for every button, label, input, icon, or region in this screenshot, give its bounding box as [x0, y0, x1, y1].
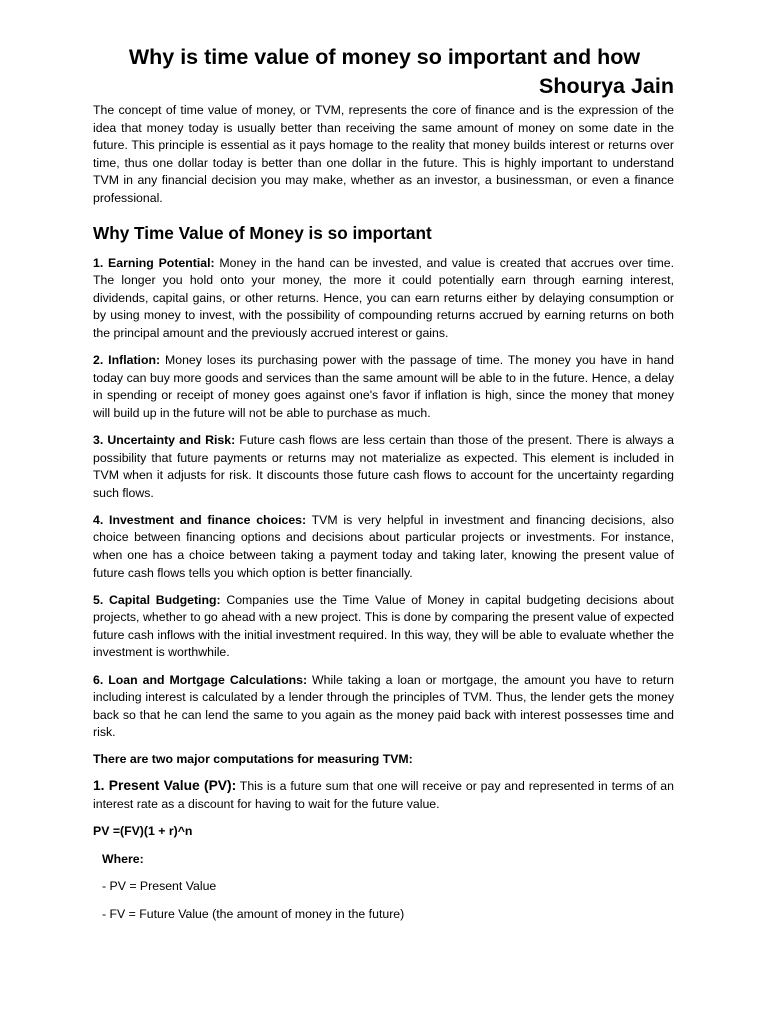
list-item — [93, 592, 674, 662]
section-heading: Why Time Value of Money is so important — [93, 222, 432, 243]
item-label: 5. Capital Budgeting: — [93, 592, 221, 607]
pv-label: 1. Present Value (PV): — [93, 778, 237, 793]
document-title — [93, 43, 674, 101]
definition-item: - PV = Present Value — [102, 879, 217, 894]
list-item — [93, 432, 674, 502]
definition-item: - FV = Future Value (the amount of money in the future) — [102, 906, 405, 921]
item-text: Money in the hand can be invested, and value is created that accrues over time. The longer you hold onto your money, the more it could potentially earn through earning interest, dividends, capital gains, or other returns. Hence, you can earn returns either by delaying consumption or by using money to invest, with the possibility of compounding returns accrued by earning returns on both the principal amount and the previously accrued interest or gains. — [93, 255, 674, 340]
computations-heading: There are two major computations for measuring TVM: — [93, 752, 413, 767]
item-label: 1. Earning Potential: — [93, 255, 215, 270]
list-item — [93, 512, 674, 582]
item-label: 2. Inflation: — [93, 353, 161, 368]
item-label: 4. Investment and finance choices: — [93, 512, 307, 527]
pv-text: This is a future sum that one will receive or pay and represented in terms of an interest rate as a discount for having to wait for the future value. — [93, 779, 674, 811]
list-item — [93, 352, 674, 422]
title-line-2-author: Shourya Jain — [538, 74, 674, 98]
item-label: 3. Uncertainty and Risk: — [93, 432, 236, 447]
item-text: While taking a loan or mortgage, the amount you have to return including interest is calculated by a lender through the principles of TVM. Thus, the lender gets the money back so that he can lend the same to you again as the money paid back with interest possesses time and risk. — [93, 672, 674, 740]
intro-paragraph: The concept of time value of money, or TVM, represents the core of finance and is the expression of the idea that money today is usually better than receiving the same amount of money on some date in the future. This principle is essential as it pays homage to the reality that money builds interest or returns over time, thus one dollar today is better than one dollar in the future. This is highly important to understand TVM in any financial decision you may make, whether as an investor, a businessman, or even a finance professional. — [93, 103, 674, 205]
list-item — [93, 255, 674, 343]
present-value-paragraph — [93, 777, 674, 813]
item-label: 6. Loan and Mortgage Calculations: — [93, 672, 308, 687]
item-text: Companies use the Time Value of Money in capital budgeting decisions about projects, whether to go ahead with a new project. This is done by comparing the present value of expected future cash inflows with the initial investment required. In this way, they will be able to evaluate whether the investment is worthwhile. — [93, 592, 674, 660]
title-line-1: Why is time value of money so important and how — [128, 45, 641, 69]
item-text: TVM is very helpful in investment and financing decisions, also choice between financing options and decisions about particular projects or investments. For instance, when one has a choice between taking a payment today and taking later, knowing the present value of future cash flows tells you which option is better financially. — [93, 512, 674, 580]
where-label: Where: — [102, 851, 144, 866]
item-text: Future cash flows are less certain than those of the present. There is always a possibility that future payments or returns may not materialize as expected. This element is included in TVM when it adjusts for risk. It discounts those future cash flows to account for the uncertainty regarding such flows. — [93, 432, 674, 500]
document-page — [93, 43, 674, 934]
item-text: Money loses its purchasing power with the passage of time. The money you have in hand today can buy more goods and services than the same amount will be able to in the future. Hence, a delay in spending or receipt of money goes against one's favor if inflation is high, since the money that money will build up in the future will not be able to purchase as much. — [93, 353, 674, 420]
list-item — [93, 672, 674, 742]
pv-formula: PV =(FV)(1 + r)^n — [93, 824, 193, 839]
